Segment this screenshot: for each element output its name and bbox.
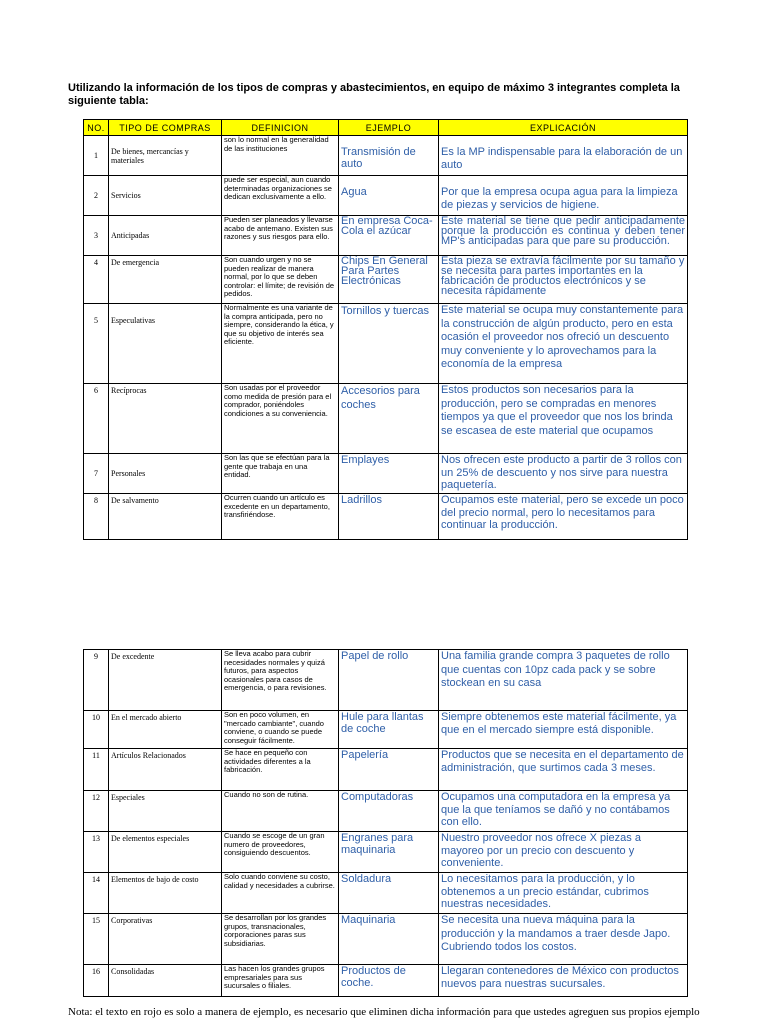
table-row: [84, 136, 688, 176]
definition: son lo normal en la generalidad de las instituciones: [222, 136, 339, 176]
row-number: 13: [84, 832, 109, 873]
table-row: [84, 965, 688, 997]
table-row: [84, 384, 688, 454]
example: Ladrillos: [339, 494, 439, 540]
example: Emplayes: [339, 454, 439, 494]
table-row: [84, 749, 688, 791]
definition: Pueden ser planeados y llevarse acabo de antemano. Existen sus razones y sus riesgos para ello.: [222, 216, 339, 256]
explanation: Estos productos son necesarios para la producción, pero se compradas en menores tiempos ya que el proveedor que nos los brinda se escasea de este material que ocupamos: [439, 384, 688, 454]
header-ejemplo: EJEMPLO: [339, 120, 439, 136]
definition: Se lleva acabo para cubrir necesidades normales y quizá futuros, para aspectos ocasionales para casos de emergencia, o para revisiones.: [222, 650, 339, 711]
example: Hule para llantas de coche: [339, 711, 439, 749]
definition: Se desarrollan por los grandes grupos, transnacionales, corporaciones paras sus subsidiarias.: [222, 914, 339, 965]
explanation: Esta pieza se extravía fácilmente por su tamaño y se necesita para partes importantes en la fabricación de productos electrónicos y se necesita rápidamente: [439, 256, 688, 304]
table-row: [84, 873, 688, 914]
purchase-type: Elementos de bajo de costo: [109, 873, 222, 914]
definition: Ocurren cuando un artículo es excedente en un departamento, transfiriéndose.: [222, 494, 339, 540]
definition: Cuando no son de rutina.: [222, 791, 339, 832]
row-number: 14: [84, 873, 109, 914]
purchase-type: De emergencia: [109, 256, 222, 304]
table-row: [84, 304, 688, 384]
row-number: 1: [84, 136, 109, 176]
purchase-types-table-2: [83, 649, 688, 997]
explanation: Siempre obtenemos este material fácilmente, ya que en el mercado siempre está disponible.: [439, 711, 688, 749]
table-row: [84, 216, 688, 256]
row-number: 12: [84, 791, 109, 832]
example: Soldadura: [339, 873, 439, 914]
example: Maquinaria: [339, 914, 439, 965]
header-definicion: DEFINICION: [222, 120, 339, 136]
definition: Son las que se efectúan para la gente que trabaja en una entidad.: [222, 454, 339, 494]
footnote: Nota: el texto en rojo es solo a manera de ejemplo, es necesario que eliminen dicha información para que ustedes agreguen sus propios ejemplo: [68, 1006, 700, 1018]
explanation: Por que la empresa ocupa agua para la limpieza de piezas y servicios de higiene.: [439, 176, 688, 216]
header-explicacion: EXPLICACIÓN: [439, 120, 688, 136]
example: Productos de coche.: [339, 965, 439, 997]
example: En empresa Coca-Cola el azúcar: [339, 216, 439, 256]
example: Papelería: [339, 749, 439, 791]
example: Engranes para maquinaria: [339, 832, 439, 873]
row-number: 8: [84, 494, 109, 540]
table-row: [84, 176, 688, 216]
definition: puede ser especial, aun cuando determinadas organizaciones se dedican exclusivamente a ello.: [222, 176, 339, 216]
purchase-type: Especiales: [109, 791, 222, 832]
instructions-text: Utilizando la información de los tipos de compras y abastecimientos, en equipo de máximo 3 integrantes completa la siguiente tabla:: [68, 82, 680, 107]
purchase-type: De bienes, mercancías y materiales: [109, 136, 222, 176]
explanation: Nuestro proveedor nos ofrece X piezas a mayoreo por un precio con descuento y conveniente.: [439, 832, 688, 873]
purchase-type: Recíprocas: [109, 384, 222, 454]
row-number: 9: [84, 650, 109, 711]
purchase-type: Anticipadas: [109, 216, 222, 256]
table-header-row: [84, 120, 688, 136]
explanation: Una familia grande compra 3 paquetes de rollo que cuentas con 10pz cada pack y se sobre stockean en su casa: [439, 650, 688, 711]
explanation: Lo necesitamos para la producción, y lo obtenemos a un precio estándar, cubrimos nuestras necesidades.: [439, 873, 688, 914]
row-number: 15: [84, 914, 109, 965]
table-row: [84, 494, 688, 540]
table-row: [84, 650, 688, 711]
row-number: 3: [84, 216, 109, 256]
definition: Cuando se escoge de un gran numero de proveedores, consiguiendo descuentos.: [222, 832, 339, 873]
explanation: Nos ofrecen este producto a partir de 3 rollos con un 25% de descuento y nos sirve para nuestra paquetería.: [439, 454, 688, 494]
row-number: 11: [84, 749, 109, 791]
row-number: 6: [84, 384, 109, 454]
purchase-type: En el mercado abierto: [109, 711, 222, 749]
purchase-type: Consolidadas: [109, 965, 222, 997]
example: Agua: [339, 176, 439, 216]
purchase-type: De elementos especiales: [109, 832, 222, 873]
definition: Son usadas por el proveedor como medida de presión para el comprador, poniéndoles condiciones a su conveniencia.: [222, 384, 339, 454]
purchase-type: Artículos Relacionados: [109, 749, 222, 791]
row-number: 10: [84, 711, 109, 749]
example: Chips En General Para Partes Electrónicas: [339, 256, 439, 304]
purchase-types-table-1: [83, 119, 688, 540]
explanation: Este material se ocupa muy constantemente para la construcción de algún producto, pero en esta ocasión el proveedor nos ofreció un descuento muy conveniente y lo aprovechamos para la economía de la empresa: [439, 304, 688, 384]
definition: Las hacen los grandes grupos empresariales para sus sucursales o filiales.: [222, 965, 339, 997]
table-row: [84, 454, 688, 494]
explanation: Ocupamos una computadora en la empresa ya que la que teníamos se dañó y no contábamos con ello.: [439, 791, 688, 832]
purchase-type: De excedente: [109, 650, 222, 711]
header-tipo: TIPO DE COMPRAS: [109, 120, 222, 136]
purchase-type: De salvamento: [109, 494, 222, 540]
definition: Se hace en pequeño con actividades diferentes a la fabricación.: [222, 749, 339, 791]
explanation: Llegaran contenedores de México con productos nuevos para nuestras sucursales.: [439, 965, 688, 997]
example: Computadoras: [339, 791, 439, 832]
purchase-type: Personales: [109, 454, 222, 494]
table-row: [84, 832, 688, 873]
table-row: [84, 256, 688, 304]
row-number: 7: [84, 454, 109, 494]
definition: Son cuando urgen y no se pueden realizar de manera normal, por lo que se deben controlar: el límite; de revisión de pedidos.: [222, 256, 339, 304]
table-row: [84, 914, 688, 965]
explanation: Es la MP indispensable para la elaboración de un auto: [439, 136, 688, 176]
example: Tornillos y tuercas: [339, 304, 439, 384]
row-number: 16: [84, 965, 109, 997]
table-row: [84, 711, 688, 749]
purchase-type: Corporativas: [109, 914, 222, 965]
explanation: Este material se tiene que pedir anticipadamente porque la producción es continua y deben tener MP's anticipadas para que pare su producción.: [439, 216, 688, 256]
example: Accesorios para coches: [339, 384, 439, 454]
definition: Solo cuando conviene su costo, calidad y necesidades a cubrirse.: [222, 873, 339, 914]
row-number: 5: [84, 304, 109, 384]
explanation: Ocupamos este material, pero se excede un poco del precio normal, pero lo necesitamos para continuar la producción.: [439, 494, 688, 540]
row-number: 4: [84, 256, 109, 304]
purchase-type: Servicios: [109, 176, 222, 216]
table-row: [84, 791, 688, 832]
explanation: Se necesita una nueva máquina para la producción y la mandamos a traer desde Japo. Cubriendo todos los costos.: [439, 914, 688, 965]
example: Transmisión de auto: [339, 136, 439, 176]
definition: Son en poco volumen, en "mercado cambiante", cuando conviene, o cuando se puede conseguir fácilmente.: [222, 711, 339, 749]
row-number: 2: [84, 176, 109, 216]
purchase-type: Especulativas: [109, 304, 222, 384]
example: Papel de rollo: [339, 650, 439, 711]
definition: Normalmente es una variante de la compra anticipada, pero no siempre, considerando la ética, y que su objetivo de interés sea eficiente.: [222, 304, 339, 384]
header-no: NO.: [84, 120, 109, 136]
explanation: Productos que se necesita en el departamento de administración, que surtimos cada 3 meses.: [439, 749, 688, 791]
